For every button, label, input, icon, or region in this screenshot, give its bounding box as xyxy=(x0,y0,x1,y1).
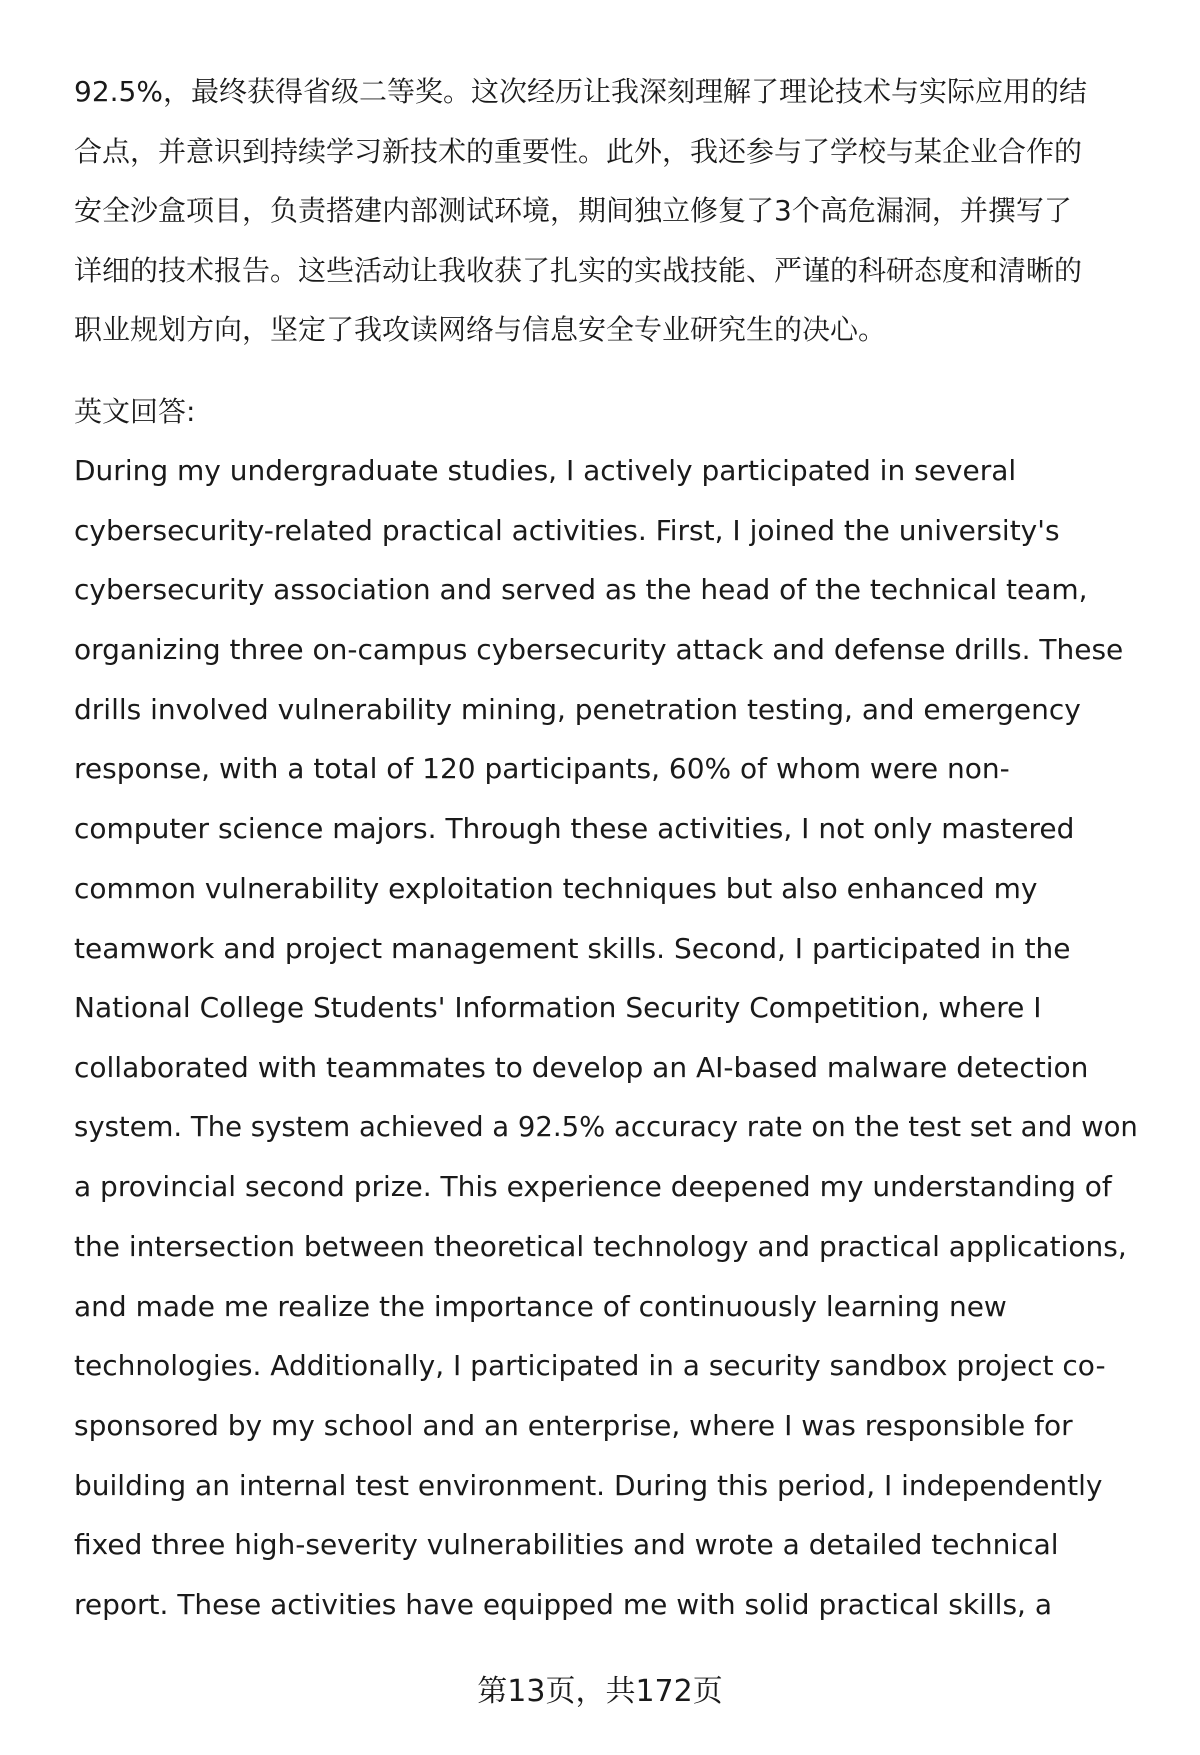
text-line: common vulnerability exploitation techniques but also enhanced my xyxy=(74,871,1038,905)
text-line: 职业规划方向，坚定了我攻读网络与信息安全专业研究生的决心。 xyxy=(74,313,887,346)
text-line: report. These activities have equipped me with solid practical skills, a xyxy=(74,1588,1052,1622)
text-line: drills involved vulnerability mining, penetration testing, and emergency xyxy=(74,692,1081,726)
text-line: computer science majors. Through these activities, I not only mastered xyxy=(74,812,1075,846)
text-line: and made me realize the importance of continuously learning new xyxy=(74,1289,1007,1323)
text-line: collaborated with teammates to develop an AI-based malware detection xyxy=(74,1050,1089,1084)
text-line: 92.5%，最终获得省级二等奖。这次经历让我深刻理解了理论技术与实际应用的结 xyxy=(74,75,1087,108)
text-line: fixed three high-severity vulnerabilities and wrote a detailed technical xyxy=(74,1528,1059,1562)
text-line: 详细的技术报告。这些活动让我收获了扎实的实战技能、严谨的科研态度和清晰的 xyxy=(74,253,1083,287)
text-line: teamwork and project management skills. Second, I participated in the xyxy=(74,931,1071,965)
text-line: system. The system achieved a 92.5% accuracy rate on the test set and won xyxy=(74,1110,1138,1143)
chinese-paragraph xyxy=(74,62,1152,360)
text-line: During my undergraduate studies, I actively participated in several xyxy=(74,454,1017,487)
text-line: response, with a total of 120 participants, 60% of whom were non- xyxy=(74,752,1010,786)
text-line: cybersecurity-related practical activities. First, I joined the university's xyxy=(74,513,1060,547)
section-label-english: 英文回答: xyxy=(74,394,196,428)
text-line: cybersecurity association and served as the head of the technical team, xyxy=(74,573,1088,607)
text-line: sponsored by my school and an enterprise, where I was responsible for xyxy=(74,1409,1073,1442)
text-line: 合点，并意识到持续学习新技术的重要性。此外，我还参与了学校与某企业合作的 xyxy=(74,134,1083,168)
text-line: organizing three on-campus cybersecurity attack and defense drills. These xyxy=(74,633,1124,667)
text-line: the intersection between theoretical technology and practical applications, xyxy=(74,1229,1127,1263)
page-content xyxy=(74,62,1152,1635)
text-line: building an internal test environment. During this period, I independently xyxy=(74,1468,1103,1502)
english-paragraph xyxy=(74,441,1152,1635)
page-number: 第13页，共172页 xyxy=(477,1674,723,1709)
text-line: 安全沙盒项目，负责搭建内部测试环境，期间独立修复了3个高危漏洞，并撰写了 xyxy=(74,194,1072,227)
text-line: a provincial second prize. This experience deepened my understanding of xyxy=(74,1170,1112,1204)
text-line: technologies. Additionally, I participated in a security sandbox project co- xyxy=(74,1349,1106,1383)
text-line: National College Students' Information Security Competition, where I xyxy=(74,991,1042,1025)
